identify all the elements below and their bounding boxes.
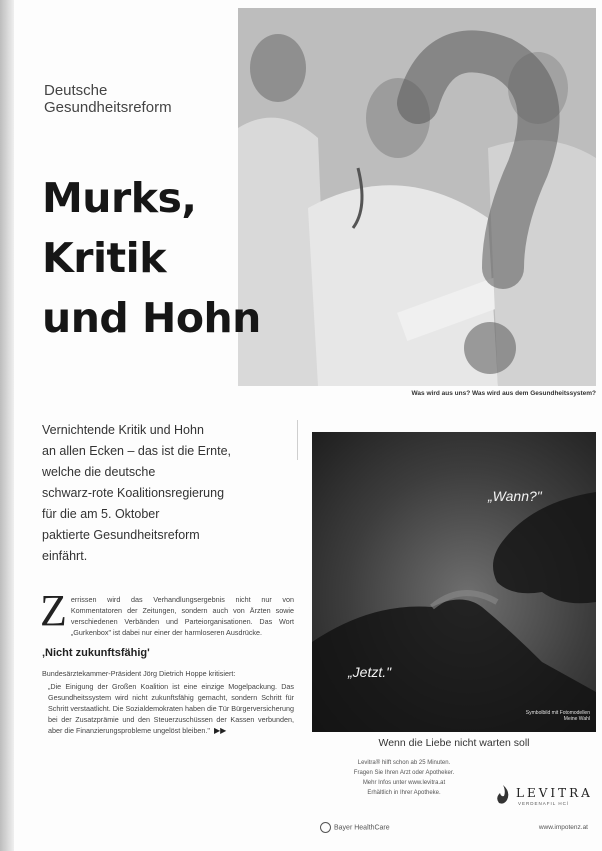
- article-lead: [42, 420, 292, 567]
- subheading: ‚Nicht zukunftsfähig': [42, 647, 150, 659]
- kicker-line: Deutsche: [44, 82, 108, 99]
- brand-name: LEVITRA: [516, 786, 593, 800]
- sponsor-name: Bayer HealthCare: [334, 824, 390, 832]
- ad-website: www.impotenz.at: [538, 824, 588, 831]
- kicker-line: Gesundheitsreform: [44, 99, 172, 116]
- lead-line: Vernichtende Kritik und Hohn: [42, 423, 204, 437]
- ad-sponsor: [320, 822, 390, 833]
- paragraph-text: errissen wird das Verhandlungsergebnis nicht nur von Kommentatoren der Zeitungen, sondern auch von Ärzten sowie verschiedenen Verbänden und Parteiorganisationen. Das Wort „Gurkenbox" ist dabei nur einer der harmloseren Ausdrücke.: [70, 595, 294, 637]
- ad-body: [320, 758, 488, 798]
- page-edge-shadow: [0, 0, 14, 851]
- bayer-cross-icon: [320, 822, 331, 833]
- quote-text: „Die Einigung der Großen Koalition ist eine einzige Mogelpackung. Das Gesundheitssystem wird nicht zukunftsfähig gemacht, sondern Schritt für Schritt verstaatlicht. Die Sozialdemokraten haben die Tür Bürgerversicherung bei der Zusatzprämie und den Steuerzuschüssen der Kassen verbunden, aber die Finanzierungsprobleme ungelöst bleiben.": [48, 682, 294, 735]
- lead-line: schwarz-rote Koalitionsregierung: [42, 486, 225, 500]
- quote-paragraph: [42, 681, 294, 736]
- paragraph: Bundesärztekammer-Präsident Jörg Dietrich Hoppe kritisiert:: [42, 669, 236, 678]
- continue-arrow-icon: ▶▶: [213, 726, 227, 735]
- ad-quote-when: „Wann?": [488, 488, 542, 504]
- title-line: Kritik: [42, 234, 166, 282]
- doctors-illustration: [238, 8, 596, 386]
- lead-line: an allen Ecken – das ist die Ernte,: [42, 444, 232, 458]
- ad-photo: [312, 432, 596, 732]
- ad-text-line: Fragen Sie Ihren Arzt oder Apotheker.: [353, 770, 455, 776]
- article-kicker: [44, 82, 234, 116]
- couple-silhouette-illustration: [312, 432, 596, 732]
- brand-subtitle: VERDENAFIL HCl: [518, 801, 569, 806]
- lead-line: für die am 5. Oktober: [42, 507, 160, 521]
- ad-text-line: Levitra® hilft schon ab 25 Minuten.: [357, 760, 451, 766]
- hero-photo: [238, 8, 596, 386]
- ad-text-line: Erhältlich in Ihrer Apotheke.: [367, 790, 441, 796]
- ad-headline: Wenn die Liebe nicht warten soll: [378, 737, 530, 749]
- levitra-flame-icon: [492, 784, 514, 806]
- title-line: Murks,: [42, 174, 197, 222]
- drop-cap: Z: [40, 586, 67, 635]
- ad-text-line: Mehr Infos unter www.levitra.at: [362, 780, 446, 786]
- lead-line: einfährt.: [42, 549, 88, 563]
- ad-photo-note: Symbolbild mit Fotomodellen Meine Wahl: [525, 710, 590, 722]
- lead-line: paktierte Gesundheitsreform: [42, 528, 200, 542]
- column-divider: [297, 420, 298, 460]
- advertisement: [312, 432, 596, 838]
- ad-quote-now: „Jetzt.": [348, 664, 392, 680]
- lead-line: welche die deutsche: [42, 465, 156, 479]
- paragraph: [40, 586, 294, 638]
- photo-caption: Was wird aus uns? Was wird aus dem Gesundheitssystem?: [411, 390, 596, 397]
- article-title: [42, 168, 282, 348]
- article-body: [40, 586, 294, 736]
- title-line: und Hohn: [42, 294, 261, 342]
